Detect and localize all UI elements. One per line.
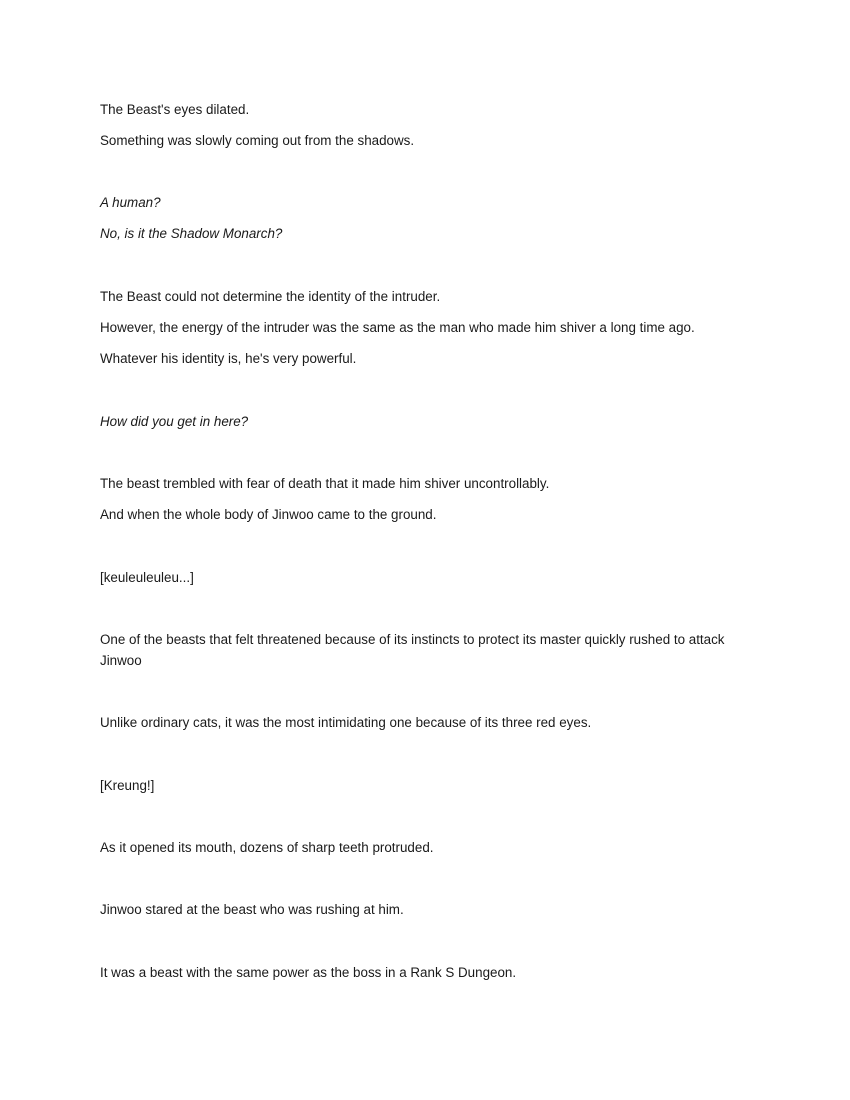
paragraph-16: Jinwoo stared at the beast who was rushing at him. bbox=[100, 902, 404, 917]
paragraph-6: However, the energy of the intruder was the same as the man who made him shiver a long time ago. bbox=[100, 320, 695, 335]
paragraph-2: Something was slowly coming out from the shadows. bbox=[100, 133, 415, 148]
paragraph-12: One of the beasts that felt threatened because of its instincts to protect its master quickly rushed to attack Jinwoo bbox=[100, 632, 725, 668]
paragraph-11: [keuleuleuleu...] bbox=[100, 570, 194, 585]
paragraph-15: As it opened its mouth, dozens of sharp teeth protruded. bbox=[100, 840, 434, 855]
paragraph-9: The beast trembled with fear of death that it made him shiver uncontrollably. bbox=[100, 476, 550, 491]
paragraph-8: How did you get in here? bbox=[100, 414, 249, 429]
paragraph-5: The Beast could not determine the identity of the intruder. bbox=[100, 289, 441, 304]
paragraph-10: And when the whole body of Jinwoo came to the ground. bbox=[100, 507, 437, 522]
paragraph-13: Unlike ordinary cats, it was the most intimidating one because of its three red eyes. bbox=[100, 715, 592, 730]
paragraph-4: No, is it the Shadow Monarch? bbox=[100, 226, 283, 241]
paragraph-7: Whatever his identity is, he's very powerful. bbox=[100, 351, 357, 366]
paragraph-3: A human? bbox=[100, 195, 161, 210]
paragraph-1: The Beast's eyes dilated. bbox=[100, 102, 250, 117]
paragraph-17: It was a beast with the same power as the boss in a Rank S Dungeon. bbox=[100, 965, 517, 980]
paragraph-14: [Kreung!] bbox=[100, 778, 155, 793]
